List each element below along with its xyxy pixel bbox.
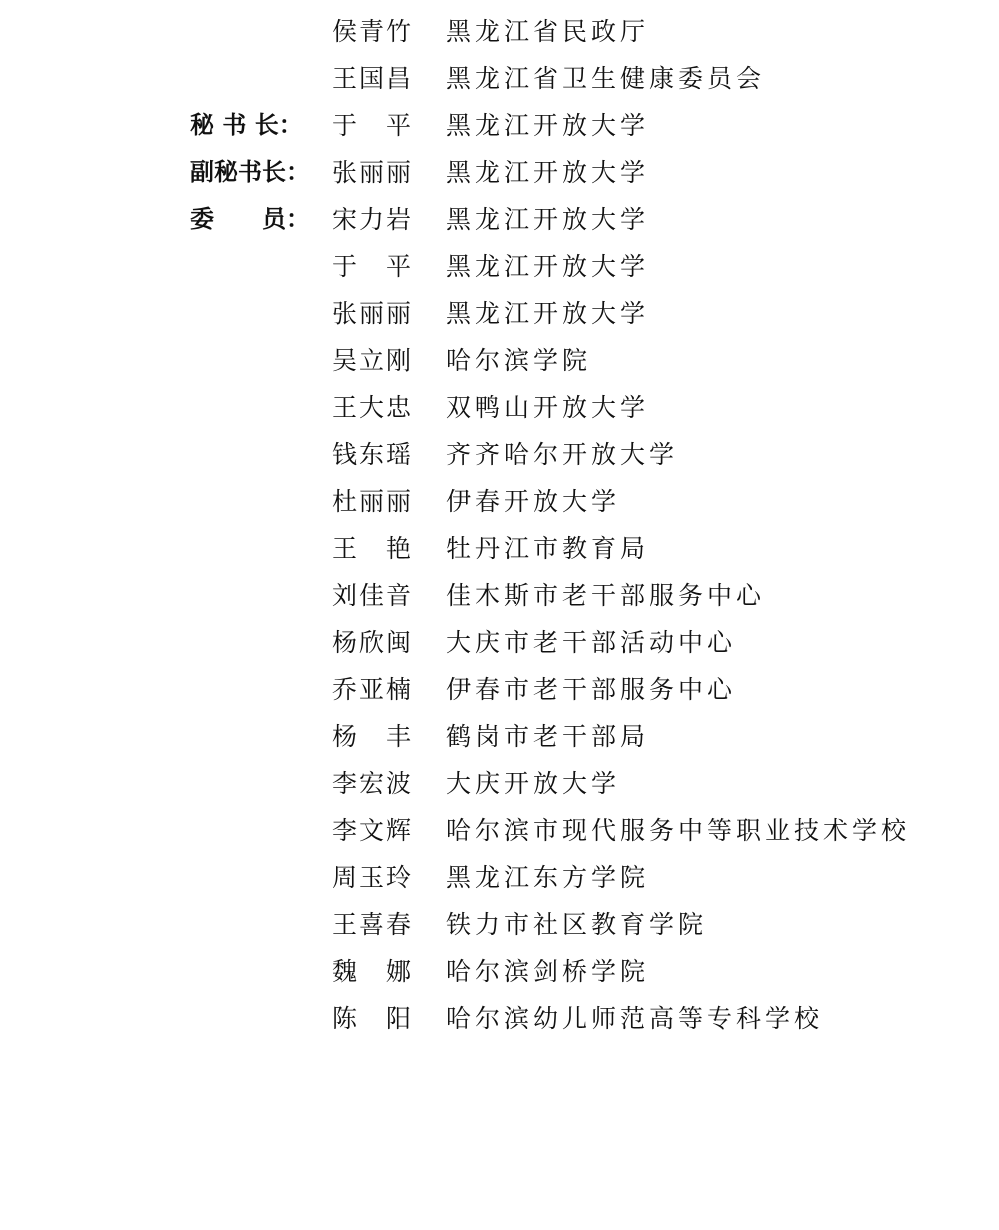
member-name: 李文辉 xyxy=(332,816,414,845)
roster-row xyxy=(0,619,999,666)
roster-row xyxy=(0,666,999,713)
member-name: 于 平 xyxy=(332,252,414,281)
member-name: 乔亚楠 xyxy=(332,675,414,704)
member-organization: 牡丹江市教育局 xyxy=(446,534,650,563)
member-name: 周玉玲 xyxy=(332,863,414,892)
member-organization: 哈尔滨幼儿师范高等专科学校 xyxy=(446,1004,824,1033)
member-name: 陈 阳 xyxy=(332,1004,414,1033)
roster-row xyxy=(0,290,999,337)
member-organization: 黑龙江东方学院 xyxy=(446,863,650,892)
member-organization: 鹤岗市老干部局 xyxy=(446,722,650,751)
roster-row xyxy=(0,713,999,760)
member-organization: 哈尔滨剑桥学院 xyxy=(446,957,650,986)
member-organization: 伊春市老干部服务中心 xyxy=(446,675,737,704)
member-organization: 黑龙江省民政厅 xyxy=(446,17,650,46)
role-label: 秘 书 长： xyxy=(190,111,303,139)
member-name: 张丽丽 xyxy=(332,299,414,328)
member-organization: 双鸭山开放大学 xyxy=(446,393,650,422)
member-name: 李宏波 xyxy=(332,769,414,798)
member-organization: 齐齐哈尔开放大学 xyxy=(446,440,679,469)
member-organization: 铁力市社区教育学院 xyxy=(446,910,708,939)
member-name: 王大忠 xyxy=(332,393,414,422)
member-organization: 黑龙江开放大学 xyxy=(446,252,650,281)
member-name: 张丽丽 xyxy=(332,158,414,187)
roster-row xyxy=(0,149,999,196)
member-name: 魏 娜 xyxy=(332,957,414,986)
member-organization: 黑龙江省卫生健康委员会 xyxy=(446,64,766,93)
roster-row xyxy=(0,901,999,948)
roster-row xyxy=(0,525,999,572)
role-label: 委 员： xyxy=(190,205,310,233)
member-name: 侯青竹 xyxy=(332,17,414,46)
member-name: 王国昌 xyxy=(332,64,414,93)
member-name: 钱东瑶 xyxy=(332,440,414,469)
member-name: 杨欣闽 xyxy=(332,628,414,657)
roster-row xyxy=(0,196,999,243)
member-organization: 黑龙江开放大学 xyxy=(446,205,650,234)
member-organization: 哈尔滨市现代服务中等职业技术学校 xyxy=(446,816,911,845)
roster-row xyxy=(0,995,999,1042)
member-organization: 大庆市老干部活动中心 xyxy=(446,628,737,657)
member-organization: 黑龙江开放大学 xyxy=(446,111,650,140)
member-name: 王喜春 xyxy=(332,910,414,939)
roster-row xyxy=(0,431,999,478)
roster-row xyxy=(0,807,999,854)
member-organization: 伊春开放大学 xyxy=(446,487,621,516)
member-name: 刘佳音 xyxy=(332,581,414,610)
roster-row xyxy=(0,243,999,290)
member-name: 于 平 xyxy=(332,111,414,140)
roster-row xyxy=(0,384,999,431)
member-name: 杨 丰 xyxy=(332,722,414,751)
roster-row xyxy=(0,102,999,149)
roster-row xyxy=(0,572,999,619)
member-organization: 黑龙江开放大学 xyxy=(446,158,650,187)
member-name: 王 艳 xyxy=(332,534,414,563)
member-name: 杜丽丽 xyxy=(332,487,414,516)
member-name: 宋力岩 xyxy=(332,205,414,234)
member-organization: 哈尔滨学院 xyxy=(446,346,592,375)
member-name: 吴立刚 xyxy=(332,346,414,375)
roster-row xyxy=(0,337,999,384)
member-organization: 佳木斯市老干部服务中心 xyxy=(446,581,766,610)
member-organization: 大庆开放大学 xyxy=(446,769,621,798)
roster-row xyxy=(0,854,999,901)
roster-row xyxy=(0,760,999,807)
role-label: 副秘书长： xyxy=(190,158,310,186)
member-roster xyxy=(0,8,999,1042)
roster-row xyxy=(0,948,999,995)
member-organization: 黑龙江开放大学 xyxy=(446,299,650,328)
roster-row xyxy=(0,8,999,55)
roster-row xyxy=(0,478,999,525)
roster-row xyxy=(0,55,999,102)
